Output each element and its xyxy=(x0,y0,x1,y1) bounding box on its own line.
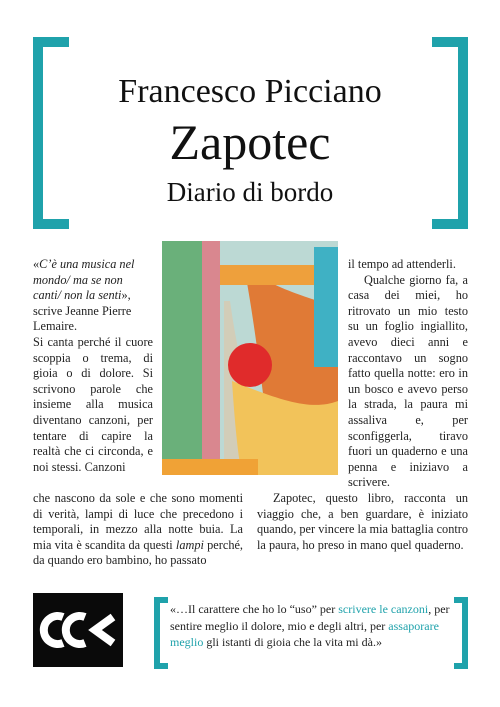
red-circle xyxy=(228,343,272,387)
right-line-1: il tempo ad attenderli. xyxy=(348,257,456,271)
book-title: Zapotec xyxy=(169,114,331,170)
epigraph-attribution: scrive Jeanne Pierre Lemaire. xyxy=(33,303,132,334)
text-column-right xyxy=(348,257,468,491)
text-column-left-continued xyxy=(33,491,243,569)
paragraph-3: Zapotec, questo libro, racconta un viaggio che, a ben guardare, è iniziato quando, per vincere la mia battaglia contro la paura, ho preso in mano quel quaderno. xyxy=(257,491,468,552)
text-column-right-continued xyxy=(257,491,468,553)
orange-band xyxy=(220,265,326,285)
quote-bracket-left xyxy=(154,597,168,669)
quote-highlight-2: assaporare meglio xyxy=(170,618,439,649)
epigraph: «C’è una musica nel mondo/ ma se non canti/ non la senti», scrive Jeanne Pierre Lemaire. xyxy=(33,257,135,334)
quote-highlight-1: scrivere le canzoni xyxy=(338,602,429,616)
book-subtitle: Diario di bordo xyxy=(166,177,334,207)
text-column-left xyxy=(33,257,153,475)
back-quote: «…Il carattere che ho lo “uso” per scrivere le canzoni, per sentire meglio il dolore, mio e degli altri, per assaporare meglio gli istanti di gioia che la vita mi dà.» xyxy=(170,602,450,649)
author-name: Francesco Picciano xyxy=(118,73,382,110)
orange-base-bar xyxy=(162,459,258,475)
green-stripe xyxy=(162,241,206,475)
quote-bracket-right xyxy=(454,597,468,669)
teal-bar xyxy=(314,247,338,367)
paragraph-1: Si canta perché il cuore scoppia o trema, di gioia o di dolore. Si scrivono parole che insieme alla musica diventano canzoni, per tentare di capire la realtà che ci circonda, e noi stessi. Canzoni xyxy=(33,334,153,474)
publisher-logo-icon xyxy=(33,593,123,667)
epigraph-quote: C’è una musica nel mondo/ ma se non canti/ non la senti xyxy=(33,257,135,303)
cover-illustration xyxy=(162,241,338,475)
paragraph-1-continued: che nascono da sole e che sono momenti di verità, lampi di luce che precedono i temporali, in mezzo alla notte buia. La mia vita è scandita da questi lampi perché, da quando ero bambino, ho passato xyxy=(33,491,243,568)
paragraph-2: Qualche giorno fa, a casa dei miei, ho ritrovato un mio testo su un foglio ingiallito, avevo dieci anni e raccontavo un sogno fatto quella notte: ero in un bosco e avevo perso la strada, la paura mi assaliva e, per sconfiggerla, tiravo fuori un quaderno e una penna e iniziavo a scrivere. xyxy=(348,272,468,490)
